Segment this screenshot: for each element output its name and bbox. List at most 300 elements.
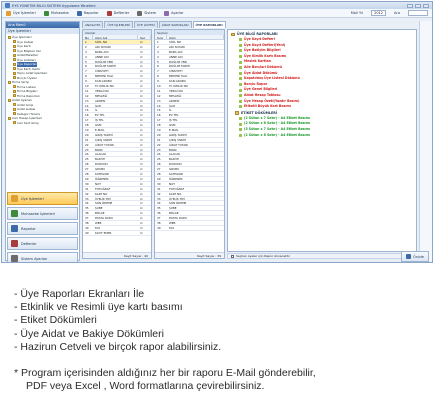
record-count: Kayıt Sayısı : 39 <box>197 253 221 258</box>
nav-tree <box>6 34 79 159</box>
module-button-label: Üye İşlemleri <box>21 196 44 201</box>
right-toolstrip <box>419 21 432 261</box>
table-cell: ☑ <box>140 64 143 69</box>
table-cell: 14 <box>85 103 89 108</box>
maximize-button[interactable] <box>415 4 421 8</box>
table-cell: 14 <box>157 103 161 108</box>
selected-grid-footer <box>155 252 224 258</box>
menu-members[interactable] <box>6 11 36 16</box>
table-cell: KATEGORİ <box>169 172 184 176</box>
table-cell: 24 <box>157 152 161 157</box>
table-cell: KART NO <box>169 191 182 196</box>
table-cell: 21 <box>157 137 161 142</box>
tab[interactable]: ÜYE LİSTESİ <box>134 21 158 28</box>
close-button[interactable] <box>423 4 429 8</box>
table-cell: EV TEL <box>95 113 105 118</box>
table-cell: ☑ <box>140 162 143 167</box>
table-cell: İŞ TEL <box>169 118 178 123</box>
table-cell: BORÇ <box>95 147 103 152</box>
grid-title: Seçilen <box>157 30 168 35</box>
report-icon <box>239 105 242 108</box>
preview-button[interactable] <box>401 251 429 262</box>
table-cell: MESLEĞİ <box>95 93 108 98</box>
table-cell: AİDAT TUTARI <box>169 142 189 147</box>
table-cell: ALACAK <box>95 152 107 157</box>
table-cell: NOT <box>95 181 102 186</box>
table-cell: ☑ <box>140 211 143 216</box>
table-cell: ☑ <box>140 113 143 118</box>
node-icon <box>13 40 16 43</box>
table-cell: 11 <box>85 88 89 93</box>
table-cell: WEB <box>169 220 176 225</box>
table-cell: GİRİŞ TARİHİ <box>95 132 113 137</box>
table-cell: MEDENİ HALİ <box>95 74 114 79</box>
table-cell: ☑ <box>140 123 143 128</box>
table-cell: 30 <box>157 181 161 186</box>
table-cell: BORÇ <box>169 147 177 152</box>
report-label: (2 Sütun x 8 Satır) - A4 Etiket Basımı <box>244 121 311 126</box>
table-cell: ☑ <box>140 54 143 59</box>
menu-label: Defterler <box>113 11 130 15</box>
table-cell: 35 <box>157 206 161 211</box>
table-cell: KATEGORİ <box>95 172 110 176</box>
node-icon <box>13 54 16 57</box>
table-cell: 30 <box>85 181 89 186</box>
report-label: Borçlu Rapor <box>244 81 268 86</box>
left-panel-subheader: Üye İşlemleri <box>6 28 79 34</box>
note-line-2: PDF veya Excel , Word formatlarına çevirebilirsiniz. <box>26 380 265 392</box>
report-label: Aile Borçlarl Dökümü <box>244 64 282 69</box>
node-icon <box>13 76 16 79</box>
table-cell: SİCİL NO <box>169 40 182 44</box>
table-cell: ☑ <box>140 157 143 162</box>
module-button[interactable] <box>7 237 78 250</box>
table-cell: 5 <box>85 59 87 64</box>
feature-item: - Üye Aidat ve Bakiye Dökümleri <box>14 327 164 340</box>
module-button[interactable] <box>7 252 78 263</box>
folder-icon <box>231 33 235 37</box>
reports-icon <box>77 11 82 16</box>
table-cell: 15 <box>85 108 89 113</box>
tab[interactable]: ANASAYFA <box>82 21 103 28</box>
table-cell: ☑ <box>140 128 143 132</box>
title-bar <box>2 2 432 9</box>
table-cell: İL <box>95 108 98 113</box>
tree-node-label: Borçlu Üyeler <box>17 75 38 80</box>
table-cell: 16 <box>157 113 161 118</box>
node-icon <box>13 85 16 88</box>
table-cell: 13 <box>157 98 161 103</box>
table-cell: 11 <box>157 88 161 93</box>
table-cell: 9 <box>85 79 87 84</box>
column-header[interactable]: Seç <box>138 35 151 39</box>
table-cell: ☑ <box>140 216 143 220</box>
module-button-label: Sistem Ayarları <box>21 256 48 261</box>
table-cell: ALACAK <box>169 152 181 157</box>
table-cell: ADRESİ <box>95 98 106 103</box>
tree-node-label: Üye Listesi <box>17 39 34 44</box>
table-cell: 17 <box>85 118 89 123</box>
report-label: Üye Hesap Özeti(Yazdır Basım) <box>244 98 300 103</box>
table-cell: ☑ <box>140 59 143 64</box>
table-cell: 4 <box>157 54 159 59</box>
report-label: Üye Aidat Dökümü <box>244 70 278 75</box>
table-cell: 16 <box>85 113 89 118</box>
table-cell: KART NO <box>95 191 108 196</box>
table-cell: 32 <box>157 191 161 196</box>
tree-node-label: Aidat/Taksitler <box>17 53 39 57</box>
table-cell: 21 <box>85 137 89 142</box>
menu-label: Üye İşlemleri <box>13 11 36 15</box>
table-cell: ☑ <box>140 186 143 191</box>
node-icon <box>13 108 16 111</box>
report-icon <box>239 94 242 97</box>
table-cell: ☑ <box>140 176 143 181</box>
module-icon <box>11 195 18 202</box>
table-cell: 20 <box>85 132 89 137</box>
table-cell: ☑ <box>140 225 143 230</box>
table-cell: SİCİL NO <box>95 40 108 44</box>
table-cell: VERGİ NO <box>169 88 183 93</box>
table-cell: 6 <box>85 64 87 69</box>
table-cell: BABA ADI <box>95 49 109 54</box>
table-cell: 34 <box>85 201 89 206</box>
module-button[interactable] <box>7 222 78 235</box>
table-cell: ÖĞRENİM <box>169 176 183 181</box>
report-icon <box>239 134 242 137</box>
fields-grid-footer <box>83 252 151 258</box>
table-cell: ☑ <box>140 132 143 137</box>
menu-bar <box>2 9 432 18</box>
window-title: EYS YÖNETİM BİLGİ SİSTEMİ Uygulama Yönetimi <box>12 3 96 8</box>
table-cell: ☑ <box>140 93 143 98</box>
report-icon <box>239 49 242 52</box>
tab[interactable]: AİDAT RAPORLARI <box>159 21 192 28</box>
column-header[interactable]: Alan <box>167 35 224 39</box>
report-label: (2 Sütun x 6 Satır) - A4 Etiket Basımı <box>244 132 311 137</box>
table-cell: 12 <box>85 93 89 98</box>
tree-node-label: Firma Listesi <box>17 84 36 89</box>
table-cell: 40 <box>85 230 89 235</box>
table-cell: ☑ <box>140 79 143 84</box>
table-cell: ☑ <box>140 220 143 225</box>
members-icon <box>6 11 11 16</box>
menu-label: Ayarlar <box>171 11 184 15</box>
table-cell: AİDAT TUTARI <box>95 142 115 147</box>
table-cell: TC KİMLİK NO <box>95 84 114 88</box>
table-cell: 7 <box>85 69 87 74</box>
table-cell: 19 <box>85 128 89 132</box>
tree-node[interactable] <box>8 121 77 126</box>
table-cell: ☑ <box>140 201 143 206</box>
table-cell: İL <box>169 108 172 113</box>
table-cell: 18 <box>85 123 89 128</box>
table-cell: 33 <box>85 196 89 201</box>
table-cell: 19 <box>157 128 161 132</box>
node-icon <box>13 121 16 124</box>
table-cell: İŞ TEL <box>95 118 104 123</box>
tree-node-label: Firma Bilgileri <box>17 89 38 93</box>
table-cell: 17 <box>157 118 161 123</box>
table-cell: 26 <box>85 162 89 167</box>
table-cell: WEB <box>95 220 102 225</box>
report-item[interactable] <box>231 104 413 110</box>
table-cell: CİNSİYETİ <box>95 69 109 74</box>
table-cell: 18 <box>157 123 161 128</box>
module-buttons <box>6 192 79 263</box>
left-panel <box>5 21 80 261</box>
report-icon <box>239 61 242 64</box>
table-cell: ANNE ADI <box>169 54 183 59</box>
tree-node-label: Cari Kart Girişi <box>17 120 39 125</box>
table-cell: GRUBU <box>169 167 180 172</box>
preview-label: Önizle <box>413 254 424 259</box>
table-cell: GİRİŞ TARİHİ <box>169 132 187 137</box>
table-cell: FOTOĞRAF <box>169 186 185 191</box>
table-cell: ☑ <box>140 88 143 93</box>
table-cell: 31 <box>85 186 89 191</box>
menu-label: Muhasebe <box>50 11 69 15</box>
table-cell: BAKİYE <box>169 157 179 162</box>
table-cell: 23 <box>157 147 161 152</box>
tree-node-label: Firma Girişi <box>12 80 29 84</box>
report-icon <box>239 128 242 131</box>
module-icon <box>11 225 18 232</box>
table-cell: SON ÖDEME <box>95 201 113 206</box>
module-button-label: Muhasebe İşlemleri <box>21 211 55 216</box>
report-icon <box>239 123 242 126</box>
report-label: (2 Sütun x 7 Satır) - A4 Etiket Basımı <box>244 115 311 120</box>
table-cell: 1 <box>157 40 159 44</box>
tree-node-label: Üye Raporları <box>17 62 38 66</box>
table-cell: 2 <box>157 44 159 49</box>
module-icon <box>11 210 18 217</box>
table-cell: BÖLGE <box>169 211 179 216</box>
table-cell: TC KİMLİK NO <box>169 84 188 88</box>
tree-node-label: Üye Kartı Yazdır <box>17 66 41 71</box>
table-cell: 3 <box>157 49 159 54</box>
table-cell: 9 <box>157 79 159 84</box>
table-row[interactable] <box>155 226 224 231</box>
report-label: (3 Sütun x 7 Satır) - A4 Etiket Basımı <box>244 126 311 131</box>
module-button[interactable] <box>7 192 78 205</box>
report-icon <box>239 77 242 80</box>
table-cell: GRUBU <box>95 167 106 172</box>
table-cell: FOTOĞRAF <box>95 186 111 191</box>
tab[interactable]: ÜYE RAPORLARI <box>193 21 226 28</box>
table-cell: ☑ <box>140 142 143 147</box>
node-icon <box>8 36 11 39</box>
feature-item: - Hazirun Cetveli ve birçok rapor alabilirsiniz. <box>14 340 222 353</box>
table-cell: MEDENİ HALİ <box>169 74 188 79</box>
grid-title: Alanlar <box>85 30 96 35</box>
module-button[interactable] <box>7 207 78 220</box>
table-cell: BAKİYE <box>95 157 105 162</box>
report-label: Üye Kayıt Defteri <box>244 37 275 41</box>
table-cell: ☑ <box>140 206 143 211</box>
table-cell: ADI SOYADI <box>169 44 185 49</box>
report-label: Üye Genel Bilgileri <box>244 87 278 92</box>
table-cell: 15 <box>157 108 161 113</box>
table-cell: POSTA KODU <box>169 216 188 220</box>
feature-item: - Etiket Dökümleri <box>14 314 97 327</box>
table-row[interactable] <box>83 231 151 236</box>
table-cell: ☑ <box>140 49 143 54</box>
record-count: Kayıt Sayısı : 40 <box>124 253 148 258</box>
table-cell: ☑ <box>140 40 143 44</box>
menu-ledgers[interactable] <box>107 11 130 16</box>
table-cell: 27 <box>157 167 161 172</box>
left-panel-header: Ana Menü <box>6 22 79 28</box>
menu-system[interactable] <box>137 11 156 16</box>
folder-icon <box>235 111 239 115</box>
table-cell: 2 <box>85 44 87 49</box>
table-cell: E-MAİL <box>95 128 105 132</box>
table-cell: ADRESİ <box>169 98 180 103</box>
report-icon <box>239 72 242 75</box>
year-label: Mali Yıl <box>350 11 364 15</box>
table-cell: 32 <box>85 191 89 196</box>
node-icon <box>13 58 16 61</box>
year-select[interactable]: 2012 <box>371 10 386 16</box>
menu-label: Raporlar <box>83 11 99 15</box>
table-cell: ☑ <box>140 172 143 176</box>
table-cell: 4 <box>85 54 87 59</box>
report-icon <box>239 66 242 69</box>
note-line-1: * Program içerisinden aldığınız her bir raporu E-Mail gönderebilir, <box>14 367 316 379</box>
table-cell: 8 <box>85 74 87 79</box>
table-cell: 28 <box>85 172 89 176</box>
selected-only-checkbox[interactable] <box>231 255 234 258</box>
search-label: Ara <box>394 11 400 15</box>
search-input[interactable] <box>408 10 428 16</box>
table-cell: 12 <box>157 93 161 98</box>
table-cell: 36 <box>157 211 161 216</box>
report-label: Kapatılmış Üye Listesi Dökümü <box>244 76 300 81</box>
app-icon <box>5 3 10 8</box>
table-cell: DURUMU <box>95 162 108 167</box>
report-label: Etiketli Büyük Kart Basımı <box>244 104 291 109</box>
module-button-label: Defterler <box>21 241 37 246</box>
table-cell: 29 <box>85 176 89 181</box>
table-cell: FAX <box>95 225 101 230</box>
label-report-item[interactable] <box>231 133 413 139</box>
column-header[interactable]: Sıra <box>155 35 167 39</box>
node-icon <box>13 72 16 75</box>
menu-accounting[interactable] <box>44 11 69 16</box>
table-cell: BÖLGE <box>95 211 105 216</box>
node-icon <box>13 94 16 97</box>
table-cell: 37 <box>157 216 161 220</box>
table-cell: ☑ <box>140 230 143 235</box>
minimize-button[interactable] <box>407 4 413 8</box>
table-cell: NOT <box>169 181 176 186</box>
fields-grid-body <box>83 40 151 236</box>
report-icon <box>239 89 242 92</box>
table-cell: 22 <box>157 142 161 147</box>
tree-node-label: Firma Raporları <box>17 93 40 98</box>
table-cell: ☑ <box>140 118 143 123</box>
table-cell: 38 <box>85 220 89 225</box>
label-report-list <box>231 116 413 138</box>
table-cell: 29 <box>157 176 161 181</box>
tree-node-label: Cari Hesap İşlemleri <box>12 116 43 120</box>
table-cell: ☑ <box>140 74 143 79</box>
table-cell: VERGİ NO <box>95 88 109 93</box>
column-header[interactable]: No <box>83 35 93 39</box>
report-icon <box>239 117 242 120</box>
tree-node-label: Toplu Aidat İşlemleri <box>17 71 48 75</box>
table-cell: 5 <box>157 59 159 64</box>
tree-node-label: Üye İşlemleri <box>12 35 32 39</box>
report-label: Meslek Kartları <box>244 59 272 64</box>
table-cell: ☑ <box>140 137 143 142</box>
tab[interactable]: ÜYE İŞLEMLERİ <box>104 21 132 28</box>
feature-item: - Etkinlik ve Resimli üye kartı basımı <box>14 301 183 314</box>
table-cell: ☑ <box>140 69 143 74</box>
table-cell: ADI SOYADI <box>95 44 111 49</box>
column-header[interactable]: Alan Adı <box>93 35 138 39</box>
reports-panel <box>227 29 417 252</box>
table-cell: ☑ <box>140 196 143 201</box>
node-icon <box>13 63 16 66</box>
menu-reports[interactable] <box>77 11 99 16</box>
table-cell: KAN GRUBU <box>95 79 112 84</box>
table-cell: SON ÖDEME <box>169 201 187 206</box>
module-icon <box>11 255 18 262</box>
report-label: Üye Kayıt Defteri(Yeni) <box>244 42 286 47</box>
tree-node-label: Üye Kartı <box>17 44 31 48</box>
table-cell: 39 <box>85 225 89 230</box>
report-label: Üye Kimlik Kartı Basımı <box>244 53 287 58</box>
table-cell: POSTA KODU <box>95 216 114 220</box>
report-icon <box>239 38 242 41</box>
table-cell: ☑ <box>140 191 143 196</box>
node-icon <box>8 99 11 102</box>
table-cell: 28 <box>157 172 161 176</box>
table-cell: E-MAİL <box>169 128 179 132</box>
selected-grid-body <box>155 40 224 231</box>
report-icon <box>239 83 242 86</box>
ledger-icon <box>107 11 112 16</box>
table-cell: DOĞUM YERİ <box>169 59 188 64</box>
table-cell: DURUMU <box>169 162 182 167</box>
table-cell: KAN GRUBU <box>169 79 186 84</box>
table-cell: İLÇE <box>95 103 102 108</box>
table-cell: 37 <box>85 216 89 220</box>
table-cell: ☑ <box>140 108 143 113</box>
table-cell: 27 <box>85 167 89 172</box>
table-cell: 24 <box>85 152 89 157</box>
table-cell: ÇIKIŞ TARİHİ <box>95 137 113 142</box>
table-cell: GSM <box>169 123 176 128</box>
table-cell: 10 <box>85 84 89 88</box>
table-cell: 22 <box>85 142 89 147</box>
tree-node-label: Aidat Listesi <box>17 107 36 111</box>
table-cell: 23 <box>85 147 89 152</box>
table-cell: 34 <box>157 201 161 206</box>
table-cell: ÜYELİK TİPİ <box>169 196 185 201</box>
table-cell: 1 <box>85 40 87 44</box>
tree-node-label: Üye Bilgileri Yaz <box>17 48 41 53</box>
report-icon <box>239 100 242 103</box>
tree-node-label: Aidat Ayarları <box>12 98 33 102</box>
status-bar <box>227 253 417 259</box>
report-label: Aidat Hesap Tablosu <box>244 92 281 97</box>
menu-settings[interactable] <box>164 11 183 16</box>
table-cell: ☑ <box>140 103 143 108</box>
table-cell: ŞUBE <box>169 206 177 211</box>
